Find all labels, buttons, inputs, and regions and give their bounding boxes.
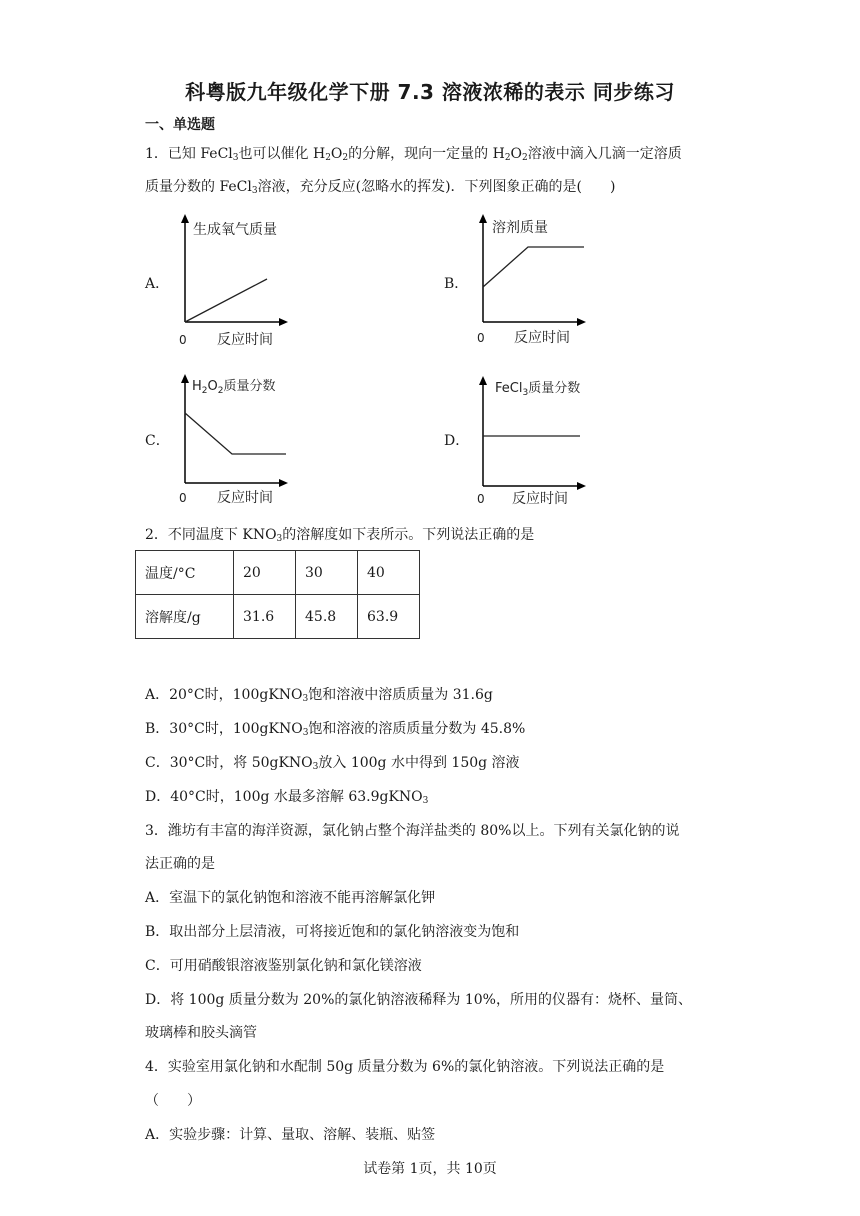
- graph-c-curve: [185, 413, 286, 454]
- graph-c-y-arrow: [181, 374, 189, 383]
- table-cell: 31.6: [234, 595, 296, 639]
- graph-c-xlabel: 反应时间: [217, 490, 273, 506]
- graph-b-curve: [483, 247, 584, 287]
- graph-b-origin: 0: [477, 331, 485, 345]
- graph-a-y-arrow: [181, 214, 189, 223]
- graph-c-origin: 0: [179, 491, 187, 505]
- q1-stem-line1: 1．已知 FeCl$_3$也可以催化 $H_2O_2$的分解，现向一定量的 $H_2O_2$溶液中滴入几滴一定溶质: [145, 146, 682, 163]
- q3-option-c[interactable]: C．可用硝酸银溶液鉴别氯化钠和氯化镁溶液: [145, 958, 422, 974]
- q3-option-d-line1[interactable]: D．将 100g 质量分数为 20%的氯化钠溶液稀释为 10%，所用的仪器有：烧杯、量筒、: [145, 992, 692, 1008]
- graph-b-y-arrow: [479, 214, 487, 223]
- graph-d-ylabel: FeCl$_3$质量分数: [495, 381, 581, 398]
- q4-option-a[interactable]: A．实验步骤：计算、量取、溶解、装瓶、贴签: [145, 1127, 436, 1143]
- table-cell: 45.8: [296, 595, 358, 639]
- q2-option-b[interactable]: B．30°C时，100gKNO$_3$饱和溶液的溶质质量分数为 45.8%: [145, 721, 526, 738]
- graph-a-x-arrow: [279, 318, 288, 326]
- graph-a-xlabel: 反应时间: [217, 332, 273, 348]
- graph-d-x-arrow: [577, 482, 586, 490]
- graph-a-origin: 0: [179, 333, 187, 347]
- graph-d-origin: 0: [477, 492, 485, 506]
- graph-a-ylabel: 生成氧气质量: [193, 222, 277, 238]
- graph-c-x-arrow: [279, 479, 288, 487]
- q3-option-d-line2[interactable]: 玻璃棒和胶头滴管: [145, 1025, 257, 1041]
- q3-stem-line1: 3．潍坊有丰富的海洋资源，氯化钠占整个海洋盐类的 80%以上。下列有关氯化钠的说: [145, 823, 680, 839]
- q1-stem-line2: 质量分数的 FeCl$_3$溶液，充分反应(忽略水的挥发)．下列图象正确的是( ): [145, 179, 616, 196]
- graph-b-x-arrow: [577, 318, 586, 326]
- q2-option-a[interactable]: A．20°C时，100gKNO$_3$饱和溶液中溶质质量为 31.6g: [145, 687, 493, 704]
- section-heading: 一、单选题: [145, 117, 215, 133]
- table-cell: 63.9: [358, 595, 420, 639]
- page-footer: 试卷第 1页，共 10页: [363, 1161, 497, 1177]
- q3-stem-line2: 法正确的是: [145, 856, 215, 872]
- q3-option-b[interactable]: B．取出部分上层清液，可将接近饱和的氯化钠溶液变为饱和: [145, 924, 520, 940]
- table-cell: 30: [296, 551, 358, 595]
- q3-option-a[interactable]: A．室温下的氯化钠饱和溶液不能再溶解氯化钾: [145, 890, 436, 906]
- graph-c: [170, 368, 300, 508]
- graph-b-ylabel: 溶剂质量: [492, 220, 548, 236]
- q4-stem-line2: （ ）: [145, 1093, 201, 1109]
- table-row: [136, 551, 420, 595]
- graph-d: [468, 368, 603, 508]
- graph-d-xlabel: 反应时间: [512, 491, 568, 507]
- q1-option-b-label[interactable]: B．: [444, 276, 469, 292]
- graph-a-curve: [185, 279, 267, 322]
- q2-stem: 2．不同温度下 $KNO_3$的溶解度如下表所示。下列说法正确的是: [145, 527, 535, 544]
- table-cell: 温度/°C: [136, 551, 234, 595]
- graph-b-xlabel: 反应时间: [514, 330, 570, 346]
- graph-d-y-arrow: [479, 376, 487, 385]
- q2-option-d[interactable]: D．40°C时，100g 水最多溶解 63.9gKNO$_3$: [145, 789, 429, 806]
- q1-option-a-label[interactable]: A．: [145, 276, 170, 292]
- graph-b: [468, 210, 598, 350]
- q4-stem-line1: 4．实验室用氯化钠和水配制 50g 质量分数为 6%的氯化钠溶液。下列说法正确的是: [145, 1059, 665, 1075]
- q1-option-c-label[interactable]: C．: [145, 433, 170, 449]
- table-cell: 20: [234, 551, 296, 595]
- graph-c-ylabel: $H_2O_2$质量分数: [192, 379, 276, 396]
- graph-a: [170, 210, 300, 350]
- table-cell: 溶解度/g: [136, 595, 234, 639]
- q2-option-c[interactable]: C．30°C时，将 50gKNO$_3$放入 100g 水中得到 150g 溶液: [145, 755, 520, 772]
- page-title: 科粤版九年级化学下册 7.3 溶液浓稀的表示 同步练习: [185, 80, 675, 104]
- q1-option-d-label[interactable]: D．: [444, 433, 470, 449]
- solubility-table: [135, 550, 420, 639]
- table-cell: 40: [358, 551, 420, 595]
- table-row: [136, 595, 420, 639]
